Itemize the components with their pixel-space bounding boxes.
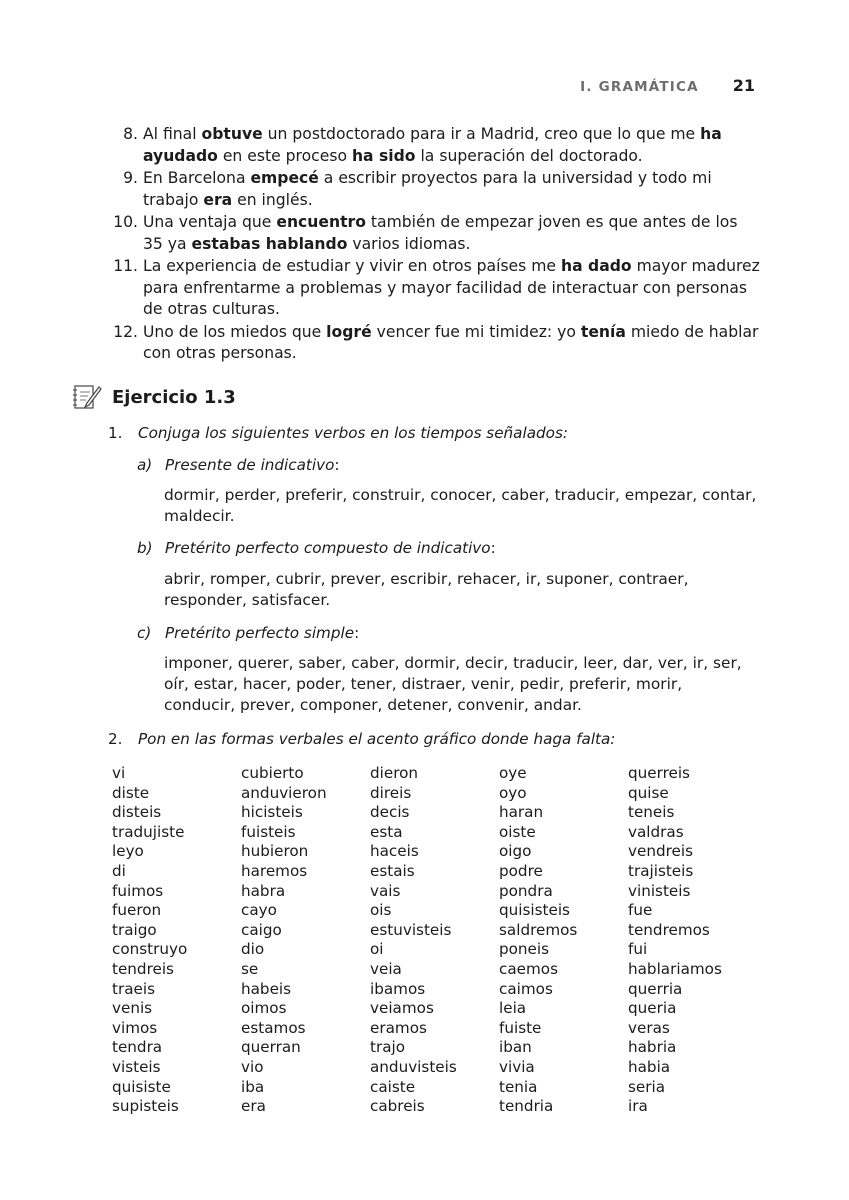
verb-form: valdras — [628, 822, 684, 841]
verb-form: dio — [241, 940, 265, 959]
sub-label: Pretérito perfecto compuesto de indicativo — [165, 539, 491, 557]
verb-form: diste — [112, 783, 150, 802]
item-text — [139, 124, 760, 167]
text-segment: vencer fue mi timidez: yo — [371, 322, 581, 341]
verb-form: era — [241, 1097, 266, 1116]
item-number: 12. — [113, 322, 138, 341]
text-segment: varios idiomas. — [347, 234, 471, 253]
verb-form: esta — [370, 822, 403, 841]
page-number: 21 — [732, 76, 755, 95]
verb-form: vi — [112, 764, 126, 782]
verb-form: veras — [628, 1018, 670, 1037]
verb-form: fuiste — [499, 1018, 542, 1037]
verb-form: oimos — [241, 999, 287, 1018]
sub-colon: : — [354, 624, 360, 642]
verb-form: teneis — [628, 803, 675, 822]
verb-form: saldremos — [499, 920, 578, 939]
highlighted-verb: tenía — [580, 322, 626, 341]
verb-form: trajisteis — [628, 861, 694, 880]
verb-form: anduvieron — [241, 783, 327, 802]
verb-form: haceis — [370, 842, 419, 861]
section-title: I. GRAMÁTICA — [580, 79, 699, 95]
verb-form: quisiste — [112, 1077, 171, 1096]
verb-form: caiste — [370, 1077, 416, 1096]
verb-form: podre — [499, 861, 543, 880]
verb-form: querreis — [628, 764, 690, 782]
verb-form: vivia — [499, 1057, 535, 1076]
highlighted-verb: logré — [326, 322, 372, 341]
text-segment: a escribir proyectos para la universidad y todo mi trabajo — [143, 169, 712, 209]
verb-form: construyo — [112, 940, 188, 959]
item-number: 11. — [113, 257, 138, 275]
text-segment: la superación del doctorado. — [415, 146, 643, 165]
verb-form: visteis — [112, 1057, 161, 1076]
text-segment: miedo de hablar con otras personas. — [143, 322, 759, 362]
text-segment: En Barcelona — [143, 169, 251, 187]
verb-form: eramos — [370, 1018, 427, 1037]
highlighted-verb: ha dado — [560, 257, 632, 275]
text-segment: La experiencia de estudiar y vivir en otros países me — [143, 257, 561, 275]
text-segment: mayor madurez para enfrentarme a problemas y mayor facilidad de interactuar con personas de otras culturas. — [143, 257, 760, 318]
verb-form: di — [112, 861, 126, 880]
verb-form: tenia — [499, 1077, 538, 1096]
verb-form: traigo — [112, 920, 157, 939]
item-text — [139, 322, 760, 365]
verb-form: fueron — [112, 901, 162, 920]
text-segment: un postdoctorado para ir a Madrid, creo que lo que me — [262, 125, 701, 143]
verb-form: poneis — [499, 940, 550, 959]
verb-form: dieron — [370, 764, 419, 782]
question-text: Conjuga los siguientes verbos en los tiempos señalados: — [138, 424, 568, 442]
sub-letter: b) — [137, 539, 153, 557]
verb-form: cubierto — [241, 764, 304, 782]
verb-form: fue — [628, 901, 653, 920]
verb-form: habia — [628, 1057, 671, 1076]
verb-form: tendra — [112, 1038, 163, 1057]
list-item — [100, 124, 760, 167]
text-segment: Al final — [143, 125, 202, 143]
verb-form: estais — [370, 861, 415, 880]
verb-form: hubieron — [241, 842, 309, 861]
word-column — [112, 764, 241, 1117]
item-text — [139, 256, 760, 321]
verb-form: cayo — [241, 901, 277, 920]
item-text — [139, 212, 760, 255]
verb-form: haremos — [241, 861, 308, 880]
verb-form: leyo — [112, 842, 144, 861]
verb-form: tendremos — [628, 920, 710, 939]
verb-form: haran — [499, 803, 544, 822]
verb-form: veia — [370, 959, 402, 978]
verb-form: iba — [241, 1077, 265, 1096]
list-item — [100, 256, 760, 321]
verb-form: supisteis — [112, 1097, 179, 1116]
verb-form: direis — [370, 783, 412, 802]
verb-form: cabreis — [370, 1097, 425, 1116]
text-segment: Uno de los miedos que — [143, 322, 327, 341]
verb-form: vimos — [112, 1018, 158, 1037]
word-column — [499, 764, 628, 1117]
verb-list-a: dormir, perder, preferir, construir, conocer, caber, traducir, empezar, contar, maldecir. — [164, 486, 757, 525]
sub-letter: a) — [137, 456, 153, 474]
verb-form: querria — [628, 979, 683, 998]
verb-form: caigo — [241, 920, 282, 939]
question-number: 1. — [108, 424, 123, 442]
verb-form: habeis — [241, 979, 292, 998]
verb-form: anduvisteis — [370, 1057, 457, 1076]
verb-form: querran — [241, 1038, 301, 1057]
exercise-title: Ejercicio 1.3 — [112, 386, 236, 408]
verb-form: quise — [628, 783, 669, 802]
text-segment: en este proceso — [217, 146, 352, 165]
sub-a-heading — [137, 455, 340, 476]
verb-form: tendreis — [112, 959, 174, 978]
verb-form: tradujiste — [112, 822, 185, 841]
highlighted-verb: ha ayudado — [143, 125, 722, 165]
sub-colon: : — [490, 539, 496, 557]
highlighted-verb: estabas hablando — [191, 234, 348, 253]
highlighted-verb: empecé — [250, 169, 319, 187]
verb-list-c: imponer, querer, saber, caber, dormir, decir, traducir, leer, dar, ver, ir, ser, oír, estar, hacer, poder, tener, distraer, venir, pedir, preferir, morir, conducir, prever, componer, detener, convenir, andar. — [164, 654, 742, 714]
question-1 — [108, 423, 568, 444]
verb-form: iban — [499, 1038, 532, 1057]
verb-form: ira — [628, 1097, 648, 1116]
verb-form: caimos — [499, 979, 553, 998]
verb-form: tendria — [499, 1097, 554, 1116]
sub-letter: c) — [137, 624, 152, 642]
verb-form: vendreis — [628, 842, 693, 861]
sub-colon: : — [334, 456, 340, 474]
text-segment: en inglés. — [232, 190, 313, 209]
verb-form: se — [241, 959, 259, 978]
word-column — [241, 764, 370, 1117]
verb-list-b: abrir, romper, cubrir, prever, escribir, rehacer, ir, suponer, contraer, responder, satisfacer. — [164, 570, 689, 609]
word-column — [628, 764, 757, 1117]
verb-form: veiamos — [370, 999, 434, 1018]
verb-form: estuvisteis — [370, 920, 452, 939]
verb-form: habria — [628, 1038, 677, 1057]
verb-form: hablariamos — [628, 959, 722, 978]
verb-form: ois — [370, 901, 392, 920]
highlighted-verb: ha sido — [351, 146, 416, 165]
question-2 — [108, 729, 615, 750]
verb-form: fuimos — [112, 881, 164, 900]
text-segment: también de empezar joven es que antes de los 35 ya — [143, 213, 738, 253]
verb-form-grid — [112, 764, 757, 1117]
verb-form: vio — [241, 1057, 264, 1076]
verb-form: seria — [628, 1077, 666, 1096]
verb-form: oiste — [499, 822, 536, 841]
verb-form: leia — [499, 999, 527, 1018]
word-column — [370, 764, 499, 1117]
verb-form: pondra — [499, 881, 553, 900]
verb-form: habra — [241, 881, 286, 900]
verb-form: quisisteis — [499, 901, 570, 920]
sub-c-heading — [137, 623, 359, 644]
verb-form: vais — [370, 881, 401, 900]
item-text — [139, 168, 760, 211]
item-number: 9. — [123, 169, 138, 187]
verb-form: oigo — [499, 842, 532, 861]
sub-b-heading — [137, 538, 496, 559]
numbered-sentence-list — [100, 124, 760, 366]
highlighted-verb: era — [203, 190, 233, 209]
verb-form: fuisteis — [241, 822, 296, 841]
verb-form: trajo — [370, 1038, 406, 1057]
verb-form: hicisteis — [241, 803, 303, 822]
highlighted-verb: encuentro — [276, 213, 366, 231]
sub-label: Presente de indicativo — [165, 456, 335, 474]
verb-form: vinisteis — [628, 881, 691, 900]
text-segment: Una ventaja que — [143, 213, 277, 231]
verb-form: oyo — [499, 783, 527, 802]
verb-form: oye — [499, 764, 527, 782]
verb-form: traeis — [112, 979, 155, 998]
verb-form: estamos — [241, 1018, 306, 1037]
verb-form: queria — [628, 999, 677, 1018]
exercise-heading — [72, 383, 236, 411]
list-item — [100, 322, 760, 365]
verb-form: oi — [370, 940, 384, 959]
running-header — [580, 76, 755, 95]
question-number: 2. — [108, 730, 123, 748]
question-text: Pon en las formas verbales el acento gráfico donde haga falta: — [138, 730, 616, 748]
item-number: 10. — [113, 213, 138, 231]
verb-form: disteis — [112, 803, 162, 822]
notepad-pencil-icon — [72, 383, 102, 411]
list-item — [100, 168, 760, 211]
verb-form: ibamos — [370, 979, 426, 998]
verb-form: venis — [112, 999, 153, 1018]
list-item — [100, 212, 760, 255]
item-number: 8. — [123, 125, 138, 143]
verb-form: fui — [628, 940, 648, 959]
verb-form: caemos — [499, 959, 558, 978]
verb-form: decis — [370, 803, 410, 822]
highlighted-verb: obtuve — [201, 125, 263, 143]
sub-label: Pretérito perfecto simple — [165, 624, 355, 642]
